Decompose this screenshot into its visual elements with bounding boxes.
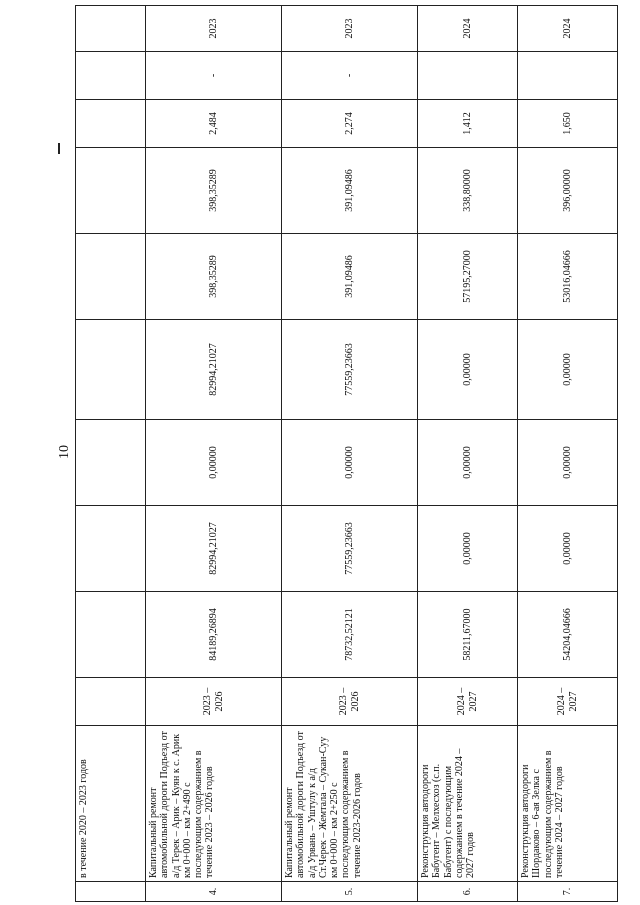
value-cell: 78732,52121: [282, 592, 418, 678]
table-row: [146, 6, 282, 902]
period: 2023 – 2026: [146, 678, 282, 726]
value-cell: 0,00000: [418, 506, 518, 592]
dash-cell: -: [282, 52, 418, 100]
table-cell: [76, 6, 146, 52]
value-cell: 57195,27000: [418, 234, 518, 320]
value-cell: 398,35289: [146, 148, 282, 234]
value-cell: 0,00000: [418, 320, 518, 420]
row-number: 7.: [518, 882, 618, 902]
value-cell: 338,80000: [418, 148, 518, 234]
value-cell: 77559,23663: [282, 320, 418, 420]
table-cell-note: в течение 2020 – 2023 годов: [76, 726, 146, 882]
value-cell: 54204,04666: [518, 592, 618, 678]
table-cell: [76, 592, 146, 678]
value-cell: 396,00000: [518, 148, 618, 234]
value-cell: 0,00000: [418, 420, 518, 506]
value-cell: 53016,04666: [518, 234, 618, 320]
value-cell: 0,00000: [282, 420, 418, 506]
table-cell: [76, 52, 146, 100]
table-cell: [76, 678, 146, 726]
table-row-header-note: [76, 6, 146, 902]
value-cell: 58211,67000: [418, 592, 518, 678]
length-cell: 2,484: [146, 100, 282, 148]
table-row: [518, 6, 618, 902]
object-name: Реконструкция автодороги Бабугент – Мелхесхоз (с.п. Бабугент) с последующим содержанием в течение 2024 – 2027 годов: [418, 726, 518, 882]
roads-table: [75, 5, 618, 902]
value-cell: 77559,23663: [282, 506, 418, 592]
value-cell: 391,09486: [282, 234, 418, 320]
dash-cell: [518, 52, 618, 100]
value-cell: 0,00000: [518, 320, 618, 420]
value-cell: 391,09486: [282, 148, 418, 234]
value-cell: 398,35289: [146, 234, 282, 320]
year-cell: 2024: [518, 6, 618, 52]
table-cell: [76, 234, 146, 320]
row-number: 5.: [282, 882, 418, 902]
margin-mark: [58, 143, 60, 154]
length-cell: 1,412: [418, 100, 518, 148]
value-cell: 0,00000: [518, 506, 618, 592]
value-cell: 0,00000: [518, 420, 618, 506]
year-cell: 2023: [282, 6, 418, 52]
period: 2024 – 2027: [418, 678, 518, 726]
dash-cell: -: [146, 52, 282, 100]
table-cell: [76, 100, 146, 148]
table-row: [282, 6, 418, 902]
rotated-table-frame: [75, 16, 617, 902]
period: 2024 – 2027: [518, 678, 618, 726]
table-cell: [76, 420, 146, 506]
value-cell: 82994,21027: [146, 506, 282, 592]
table-cell: [76, 882, 146, 902]
value-cell: 82994,21027: [146, 320, 282, 420]
row-number: 6.: [418, 882, 518, 902]
value-cell: 0,00000: [146, 420, 282, 506]
page-number: 10: [57, 445, 72, 459]
rotated-table-content: [75, 16, 617, 902]
table-cell: [76, 148, 146, 234]
object-name: Капитальный ремонт автомобильной дороги Подъезд от а/д Урвань – Уштулу к а/д Ст.Черек – Жемтала – Сукан-Суу км 0+000 – км 2+250 с последующим содержанием в течение 2023-2026 годов: [282, 726, 418, 882]
value-cell: 84189,26894: [146, 592, 282, 678]
object-name: Реконструкция автодороги Шордаково – 6-ая Зелка с последующим содержанием в течение 2024 – 2027 годов: [518, 726, 618, 882]
year-cell: 2023: [146, 6, 282, 52]
period: 2023 – 2026: [282, 678, 418, 726]
length-cell: 1,650: [518, 100, 618, 148]
row-number: 4.: [146, 882, 282, 902]
dash-cell: [418, 52, 518, 100]
table-cell: [76, 506, 146, 592]
length-cell: 2,274: [282, 100, 418, 148]
year-cell: 2024: [418, 6, 518, 52]
object-name: Капитальный ремонт автомобильной дороги Подъезд от а/д Терек – Арик – Куян к с. Арик км 0+000 – км 2+490 с последующим содержанием в течение 2023 – 2026 годов: [146, 726, 282, 882]
table-cell: [76, 320, 146, 420]
table-row: [418, 6, 518, 902]
